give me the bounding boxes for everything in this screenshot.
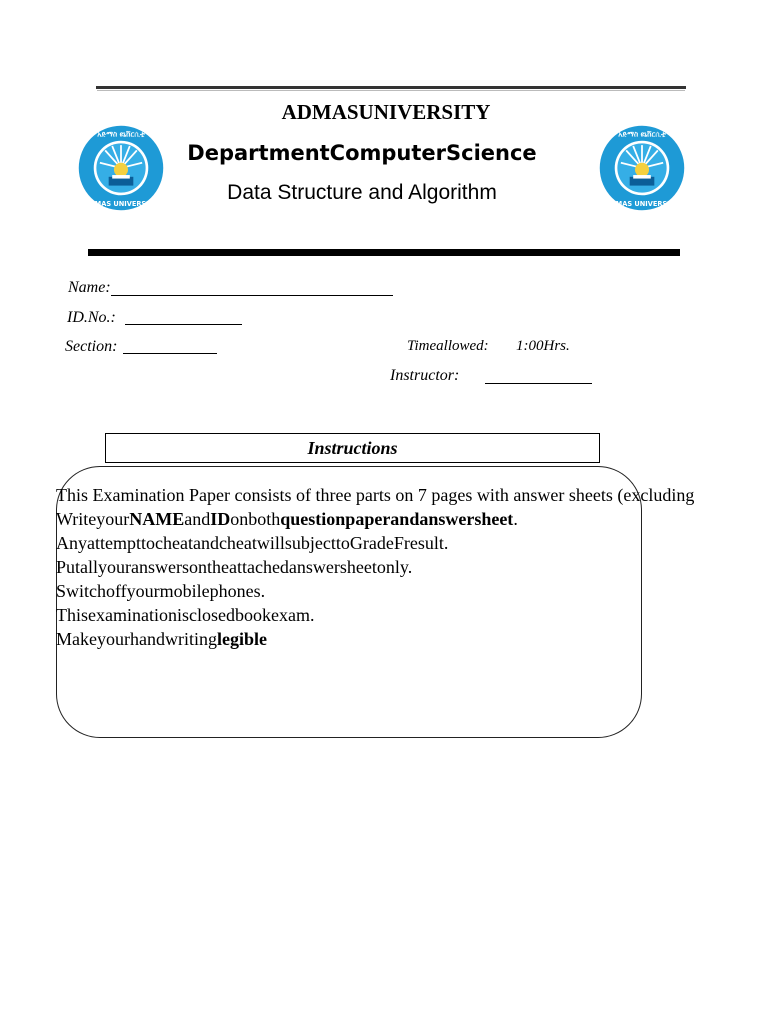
university-name: ADMASUNIVERSITY	[281, 100, 491, 124]
id-field[interactable]	[125, 324, 242, 325]
instruction-line: WriteyourNAMEandIDonbothquestionpaperandanswersheet.	[56, 509, 518, 529]
header-bottom-rule	[88, 249, 680, 256]
instructor-field[interactable]	[485, 383, 592, 384]
name-label: Name:	[68, 279, 111, 296]
instruction-line: Makeyourhandwritinglegible	[56, 629, 267, 649]
logo-text-bottom: ADMAS UNIVERSITY	[84, 199, 158, 208]
instructions-title: Instructions	[105, 433, 600, 463]
instruction-line: Thisexaminationisclosedbookexam.	[56, 605, 315, 625]
instructions-list	[56, 483, 694, 651]
logo-text-bottom: ADMAS UNIVERSITY	[605, 199, 679, 208]
section-label: Section:	[65, 338, 118, 355]
instruction-line: Switchoffyourmobilephones.	[56, 581, 266, 601]
department-name: DepartmentComputerScience	[187, 141, 537, 165]
section-field[interactable]	[123, 353, 217, 354]
time-allowed-value: 1:00Hrs.	[516, 338, 570, 354]
course-title: Data Structure and Algorithm	[227, 181, 497, 204]
instruction-line: This Examination Paper consists of three parts on 7 pages with answer sheets (excluding	[56, 485, 695, 505]
instructor-label: Instructor:	[390, 367, 460, 384]
id-label: ID.No.:	[67, 309, 116, 326]
header-top-rule	[96, 86, 686, 89]
name-field[interactable]	[111, 295, 393, 296]
time-allowed-label: Timeallowed:	[407, 338, 489, 354]
logo-text-top: አድማስ ዩኒቨርሲቲ	[97, 129, 145, 139]
instruction-line: Putallyouranswersontheattachedanswersheetonly.	[56, 557, 413, 577]
instruction-line: AnyattempttocheatandcheatwillsubjecttoGradeFresult.	[56, 533, 449, 553]
logo-text-top: አድማስ ዩኒቨርሲቲ	[618, 129, 666, 139]
